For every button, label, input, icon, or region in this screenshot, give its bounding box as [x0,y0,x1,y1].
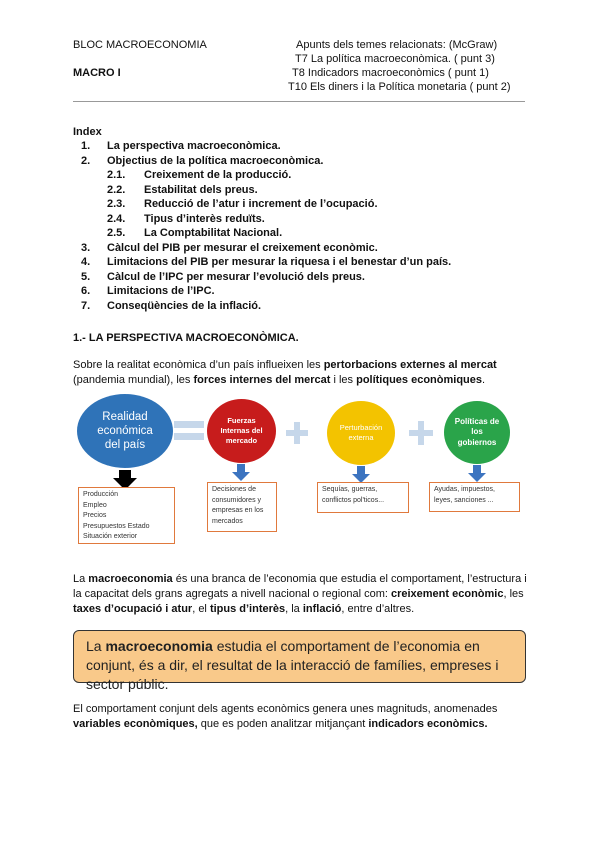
index-item [73,255,533,270]
index-item-number: 2.1. [107,169,126,181]
index-list [73,139,533,313]
bold-term: macroeconomia [88,573,173,585]
bold-term: forces internes del mercat [193,374,331,386]
index-item [73,212,533,227]
index-item [73,139,533,154]
index-item-text: Objectius de la política macroeconòmica. [107,154,324,167]
header-ref-line-2: T7 La política macroeconòmica. ( punt 3) [295,53,495,65]
text-run: , el [192,603,210,615]
index-item-text: Conseqüències de la inflació. [107,299,262,312]
index-item-number: 2.5. [107,227,126,239]
index-item [73,241,533,256]
text-run: (pandemia mundial), les [73,374,194,386]
text-run: que es poden analitzar mitjançant [197,718,369,730]
macroeconomics-definition [73,572,528,617]
down-arrow-icon [232,464,250,481]
down-arrow-icon [352,466,370,483]
bold-term: polítiques econòmiques [356,374,482,386]
box-line: Sequías, guerras, conflictos pol'ticos... [322,486,385,504]
text-run: La [73,573,89,585]
index-item-number: 4. [81,256,91,268]
bold-term: taxes d’ocupació i atur [73,603,193,615]
text-run: , la [285,603,303,615]
index-item-text: Estabilitat dels preus. [144,183,258,196]
doc-header-subtitle: MACRO I [73,67,121,79]
index-item-number: 3. [81,241,91,254]
text-run: . [482,374,486,386]
section-heading: 1.- LA PERSPECTIVA MACROECONÒMICA. [73,332,299,344]
box-economic-aggregates [78,487,175,544]
header-ref-line-1: Apunts dels temes relacionats: (McGraw) [296,39,498,51]
bold-term: indicadors econòmics. [368,718,488,730]
circle-label: Perturbación externa [339,423,383,442]
header-ref-line-4: T10 Els diners i la Política monetaria ( punt 2) [288,81,511,93]
bold-term: pertorbacions externes al mercat [323,359,497,371]
index-item-text: La Comptabilitat Nacional. [144,227,283,239]
header-divider [73,101,525,102]
index-item [73,168,533,183]
index-item-text: Càlcul de l’IPC per mesurar l’evolució dels preus. [107,270,365,283]
text-run: Sobre la realitat econòmica d’un país influeixen les [73,359,324,371]
index-item-number: 2.3. [107,198,126,210]
macro-diagram [73,392,528,552]
index-title: Index [73,126,102,138]
index-item-number: 2.2. [107,183,126,196]
index-item-text: Limitacions de l’IPC. [107,285,215,297]
box-line: Ayudas, impuestos, leyes, sanciones ... [434,486,495,504]
box-market-decisions [207,482,277,532]
index-item-number: 2.4. [107,212,126,225]
index-item-text: Reducció de l’atur i increment de l’ocupació. [144,198,378,210]
box-external-shocks [317,482,409,513]
text-run: , entre d’altres. [341,603,415,615]
index-item-number: 2. [81,154,91,167]
text-run: és una branca de l’economia que estudia el comportament, l’estructura i la capacitat dels grans agregats a nivell nacional o regional com: [73,573,527,600]
box-line: Situación exterior [83,533,138,540]
index-item-text: Tipus d’interès reduïts. [144,212,265,225]
index-item-text: La perspectiva macroeconòmica. [107,140,281,152]
index-item [73,299,533,314]
index-item [73,154,533,169]
index-item-number: 1. [81,140,91,152]
bold-term: variables econòmiques, [73,718,198,730]
intro-paragraph [73,358,528,388]
bold-term: inflació [302,603,342,615]
box-line: Presupuestos Estado [83,522,150,530]
index-item [73,183,533,198]
index-item-number: 7. [81,299,91,312]
text-run: i les [330,374,357,386]
circle-label: Políticas de los gobiernos [454,416,500,447]
index-item-number: 5. [81,270,91,283]
doc-header-title: BLOC MACROECONOMIA [73,39,207,51]
definition-callout [73,630,526,692]
box-line: Precios [83,512,107,519]
index-item [73,284,533,299]
text-run: El comportament conjunt dels agents econòmics genera unes magnituds, anomenades [73,703,498,715]
index-item-text: Creixement de la producció. [144,169,292,181]
index-item-text: Limitacions del PIB per mesurar la riquesa i el benestar d’un país. [107,256,452,268]
box-government-policies [429,482,520,512]
down-arrow-icon [468,465,486,482]
circle-label: Fuerzas Internas del mercado [220,416,263,445]
index-item [73,226,533,241]
circle-label: Realidad económica del país [97,411,153,451]
header-ref-line-3: T8 Indicadors macroeconòmics ( punt 1) [292,67,489,79]
index-item-text: Càlcul del PIB per mesurar el creixement econòmic. [107,241,378,254]
box-line: Empleo [83,501,107,509]
box-line: Producción [83,491,119,498]
bold-term: tipus d’interès [209,603,286,615]
text-run: , les [503,588,524,600]
box-line: Decisiones de consumidores y empresas en los mercados [212,486,264,525]
bold-term: macroeconomia [105,638,213,654]
variables-paragraph [73,702,528,732]
index-item [73,270,533,285]
bold-term: creixement econòmic [390,588,504,600]
text-run: La [86,638,106,654]
index-item [73,197,533,212]
text-run: estudia el comportament de l’economia en conjunt, és a dir, el resultat de la interacció de famílies, empreses i sector públic. [86,638,499,692]
index-item-number: 6. [81,285,91,297]
